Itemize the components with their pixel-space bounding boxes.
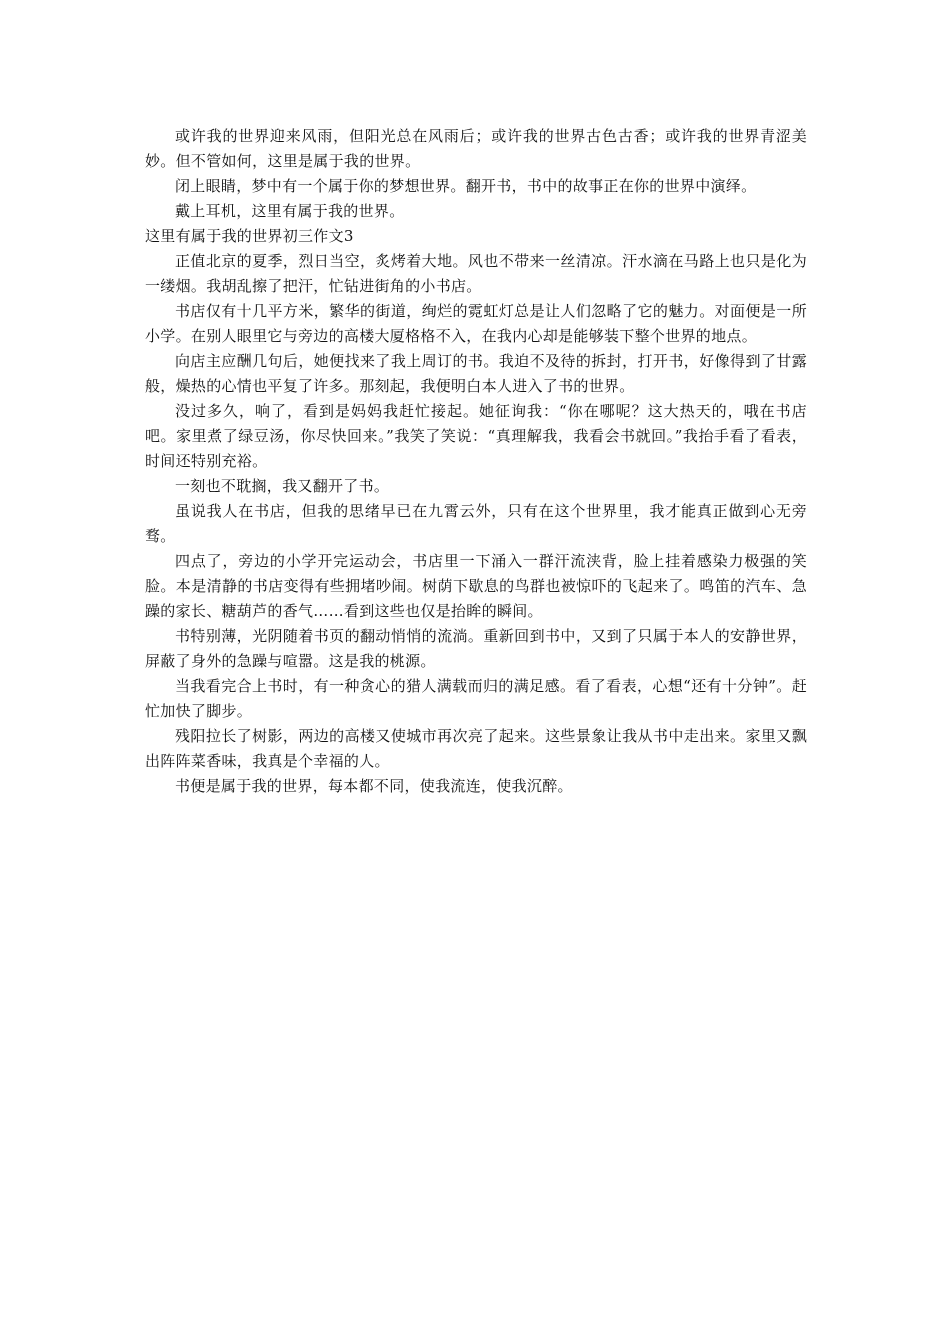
paragraph: 虽说我人在书店，但我的思绪早已在九霄云外，只有在这个世界里，我才能真正做到心无旁骛。 — [145, 502, 807, 545]
paragraph: 戴上耳机，这里有属于我的世界。 — [175, 202, 405, 220]
paragraph: 正值北京的夏季，烈日当空，炙烤着大地。风也不带来一丝清凉。汗水滴在马路上也只是化为一缕烟。我胡乱擦了把汗，忙钻进街角的小书店。 — [145, 252, 807, 295]
document-page — [145, 124, 807, 799]
paragraph: 残阳拉长了树影，两边的高楼又使城市再次亮了起来。这些景象让我从书中走出来。家里又飘出阵阵菜香味，我真是个幸福的人。 — [145, 727, 807, 770]
paragraph: 闭上眼睛，梦中有一个属于你的梦想世界。翻开书，书中的故事正在你的世界中演绎。 — [175, 177, 757, 195]
paragraph: 书店仅有十几平方米，繁华的街道，绚烂的霓虹灯总是让人们忽略了它的魅力。对面便是一所小学。在别人眼里它与旁边的高楼大厦格格不入，在我内心却是能够装下整个世界的地点。 — [145, 302, 807, 345]
paragraph: 书特别薄，光阴随着书页的翻动悄悄的流淌。重新回到书中，又到了只属于本人的安静世界，屏蔽了身外的急躁与喧嚣。这是我的桃源。 — [145, 627, 807, 670]
paragraph: 向店主应酬几句后，她便找来了我上周订的书。我迫不及待的拆封，打开书，好像得到了甘露般，燥热的心情也平复了许多。那刻起，我便明白本人进入了书的世界。 — [145, 352, 807, 395]
section-heading: 这里有属于我的世界初三作文3 — [145, 227, 354, 245]
paragraph: 当我看完合上书时，有一种贪心的猎人满载而归的满足感。看了看表，心想“还有十分钟”。赶忙加快了脚步。 — [145, 677, 807, 720]
paragraph: 没过多久，响了，看到是妈妈我赶忙接起。她征询我：“你在哪呢？这大热天的，哦在书店吧。家里煮了绿豆汤，你尽快回来。”我笑了笑说：“真理解我，我看会书就回。”我抬手看了看表，时间还特别充裕。 — [145, 402, 807, 470]
paragraph: 四点了，旁边的小学开完运动会，书店里一下涌入一群汗流浃背，脸上挂着感染力极强的笑脸。本是清静的书店变得有些拥堵吵闹。树荫下歇息的鸟群也被惊吓的飞起来了。鸣笛的汽车、急躁的家长、糖葫芦的香气……看到这些也仅是抬眸的瞬间。 — [145, 552, 807, 620]
paragraph: 或许我的世界迎来风雨，但阳光总在风雨后；或许我的世界古色古香；或许我的世界青涩美妙。但不管如何，这里是属于我的世界。 — [145, 127, 807, 170]
paragraph: 一刻也不耽搁，我又翻开了书。 — [175, 477, 390, 495]
paragraph: 书便是属于我的世界，每本都不同，使我流连，使我沉醉。 — [175, 777, 573, 795]
